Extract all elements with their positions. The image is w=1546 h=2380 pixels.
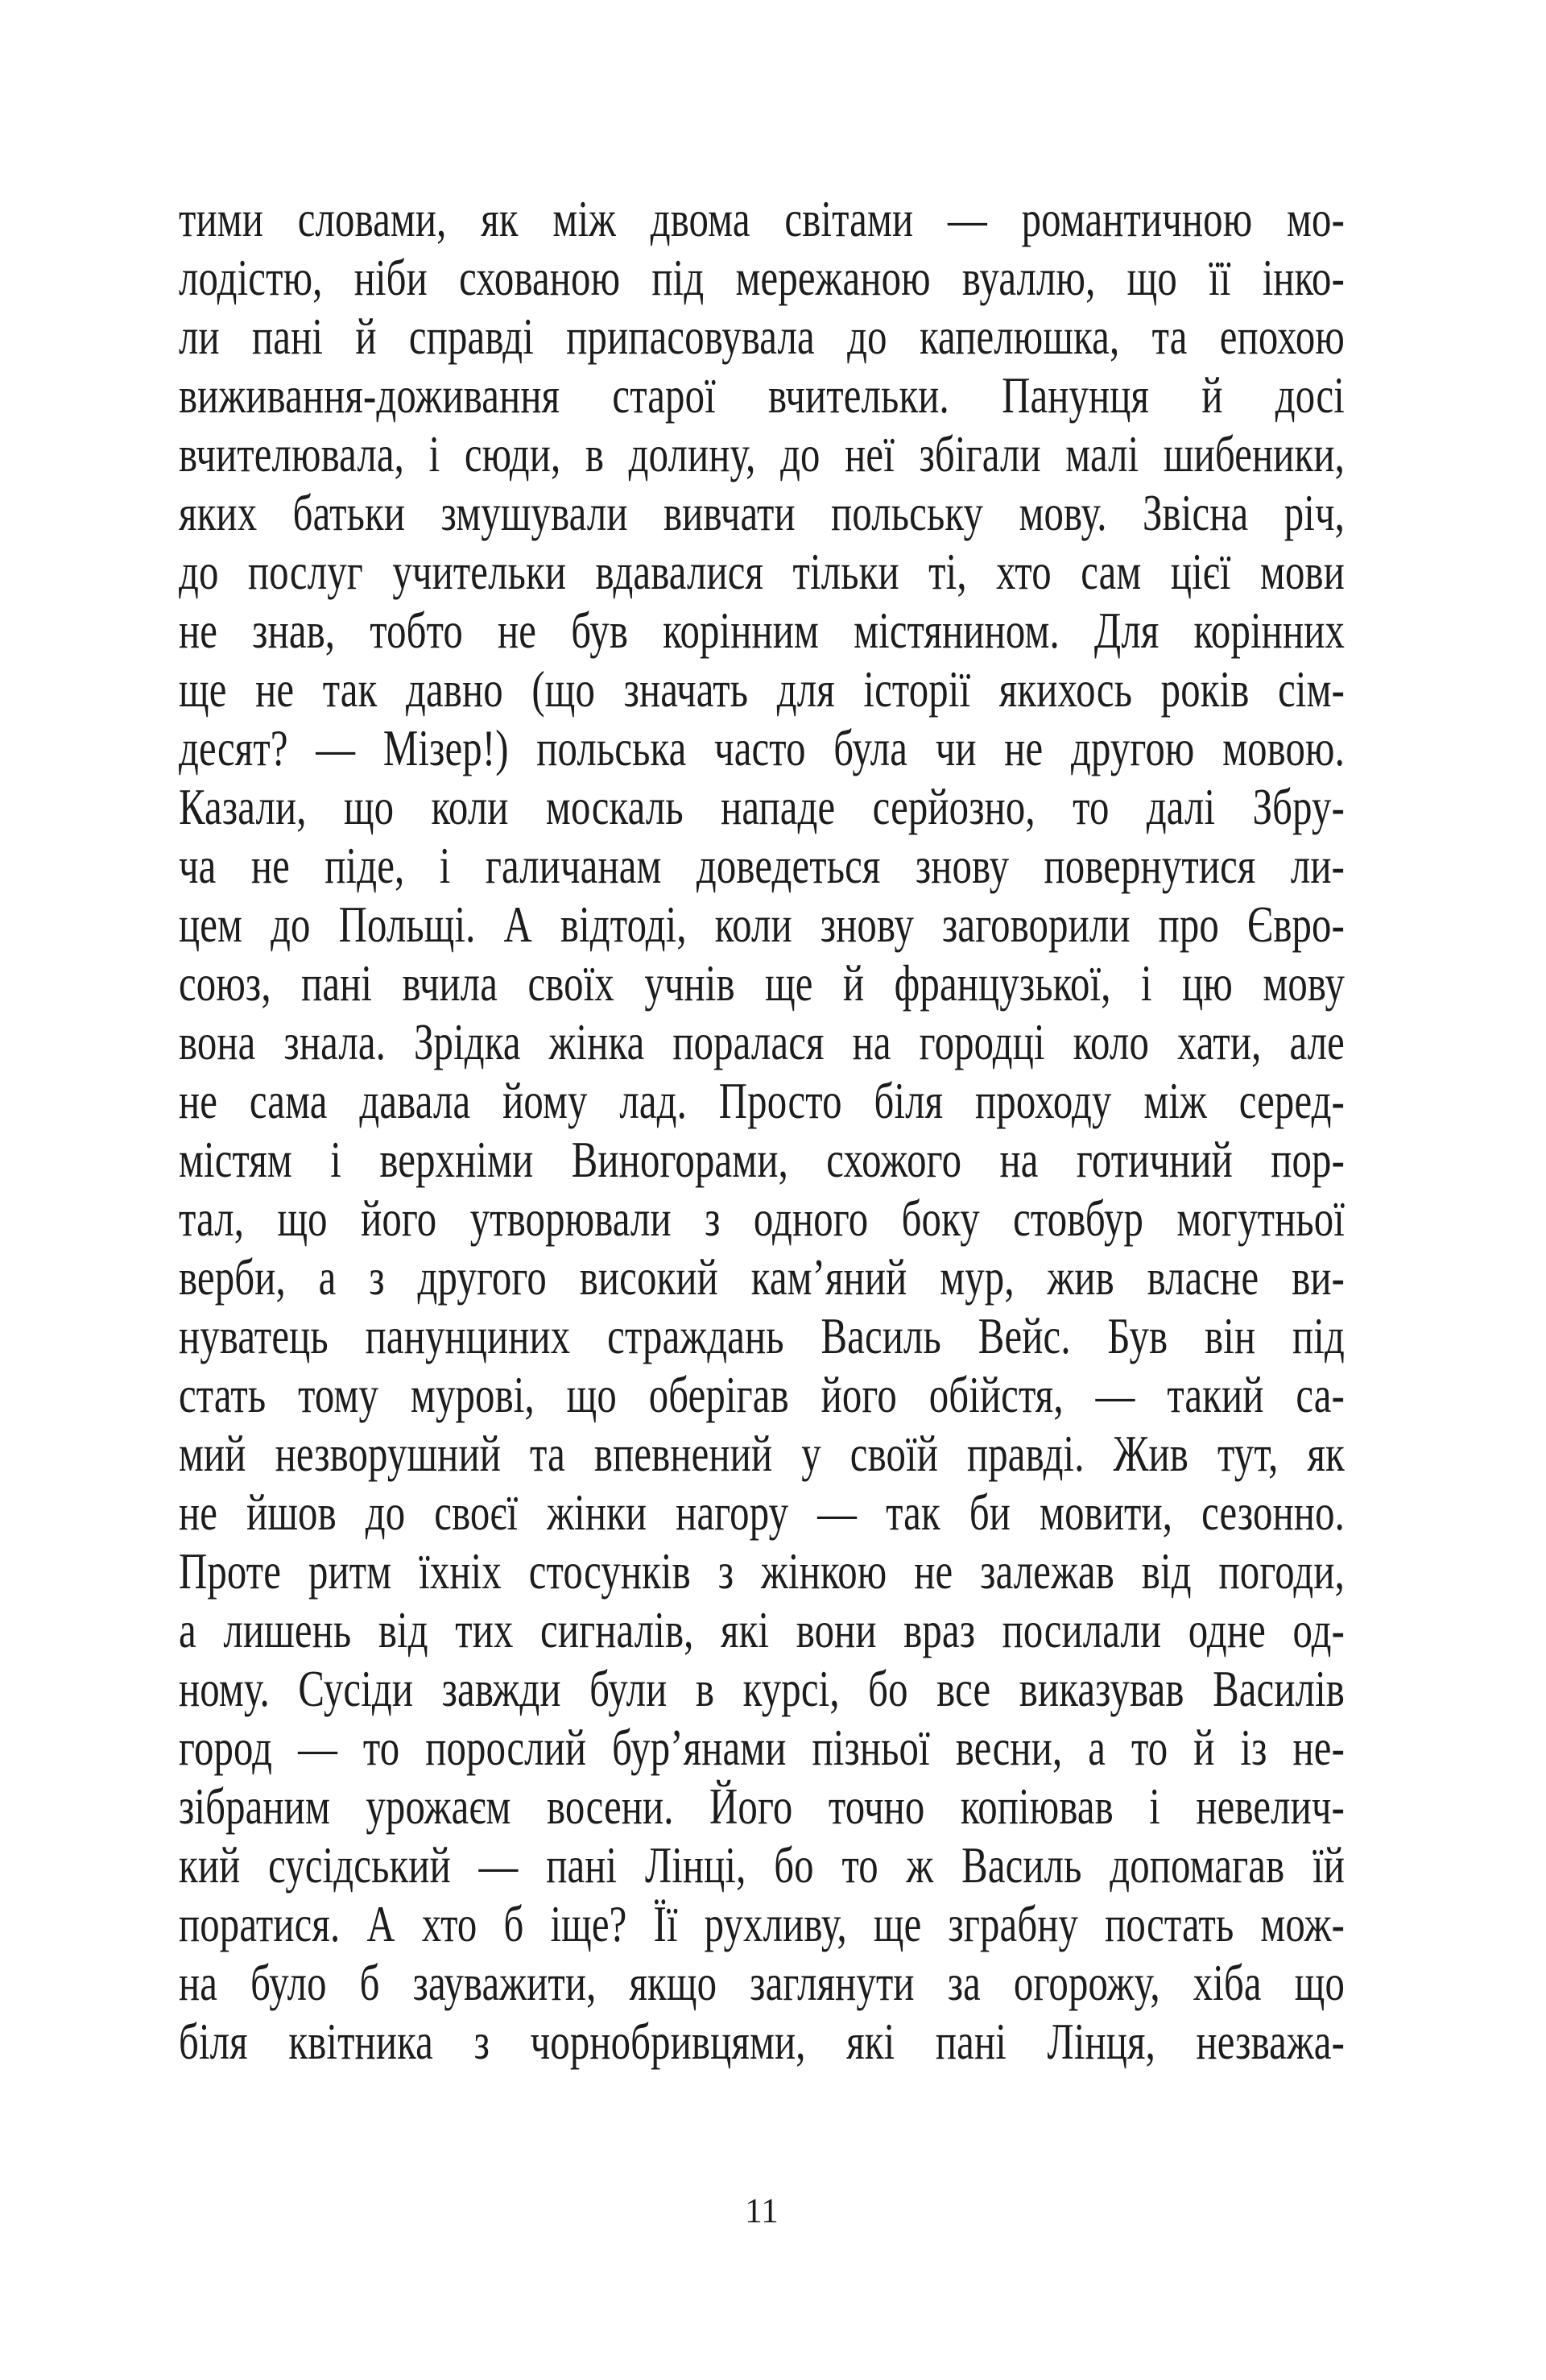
text-line: ще не так давно (що значать для історії якихось років сім- [179,660,1345,718]
text-line: Проте ритм їхніх стосунків з жінкою не залежав від погоди, [179,1542,1345,1600]
text-line: десят? — Мізер!) польська часто була чи не другою мовою. [179,719,1345,776]
text-line: ча не піде, і галичанам доведеться знову повернутися ли- [179,837,1345,894]
body-text [179,189,1345,2071]
text-line: лодістю, ніби схованою під мережаною вуаллю, що її інко- [179,249,1345,306]
text-line: верби, а з другого високий кам’яний мур, жив власне ви- [179,1248,1345,1306]
text-line: нуватець панунциних страждань Василь Вейс. Був він під [179,1307,1345,1364]
text-line: цем до Польщі. А відтоді, коли знову заговорили про Євро- [179,896,1345,953]
text-line: город — то порослий бур’янами пізньої весни, а то й із не- [179,1719,1345,1776]
text-line: вона знала. Зрідка жінка поралася на городці коло хати, але [179,1013,1345,1070]
text-line: біля квітника з чорнобривцями, які пані Лінця, незважа- [179,2013,1345,2070]
text-line: вчителювала, і сюди, в долину, до неї збігали малі шибеники, [179,425,1345,482]
text-line: містям і верхніми Виногорами, схожого на готичний пор- [179,1131,1345,1188]
text-line: ному. Сусіди завжди були в курсі, бо все виказував Василів [179,1660,1345,1717]
text-line: стать тому мурові, що оберігав його обійстя, — такий са- [179,1366,1345,1423]
text-line: яких батьки змушували вивчати польську мову. Звісна річ, [179,484,1345,541]
text-line: мий незворушний та впевнений у своїй правді. Жив тут, як [179,1425,1345,1482]
text-line: не сама давала йому лад. Просто біля проходу між серед- [179,1072,1345,1129]
text-line: ли пані й справді припасовувала до капелюшка, та епохою [179,308,1345,365]
text-line: Казали, що коли москаль нападе серйозно, то далі Збру- [179,778,1345,835]
text-line: а лишень від тих сигналів, які вони враз посилали одне од- [179,1601,1345,1658]
text-line: не знав, тобто не був корінним містянином. Для корінних [179,602,1345,659]
text-line: тал, що його утворювали з одного боку стовбур могутньої [179,1190,1345,1247]
paragraph-lines [179,189,1345,2071]
text-line: до послуг учительки вдавалися тільки ті, хто сам цієї мови [179,543,1345,600]
text-line: не йшов до своєї жінки нагору — так би мовити, сезонно. [179,1484,1345,1541]
text-line: союз, пані вчила своїх учнів ще й французької, і цю мову [179,954,1345,1012]
text-line: на було б зауважити, якщо заглянути за огорожу, хіба що [179,1954,1345,2011]
text-line: зібраним урожаєм восени. Його точно копіював і невелич- [179,1778,1345,1835]
page-number: 11 [745,2192,779,2230]
text-line: тими словами, як між двома світами — романтичною мо- [179,190,1345,247]
text-line: поратися. А хто б іще? Її рухливу, ще зграбну постать мож- [179,1895,1345,1952]
text-line: виживання-доживання старої вчительки. Панунця й досі [179,366,1345,424]
text-line: кий сусідський — пані Лінці, бо то ж Василь допомагав їй [179,1836,1345,1894]
